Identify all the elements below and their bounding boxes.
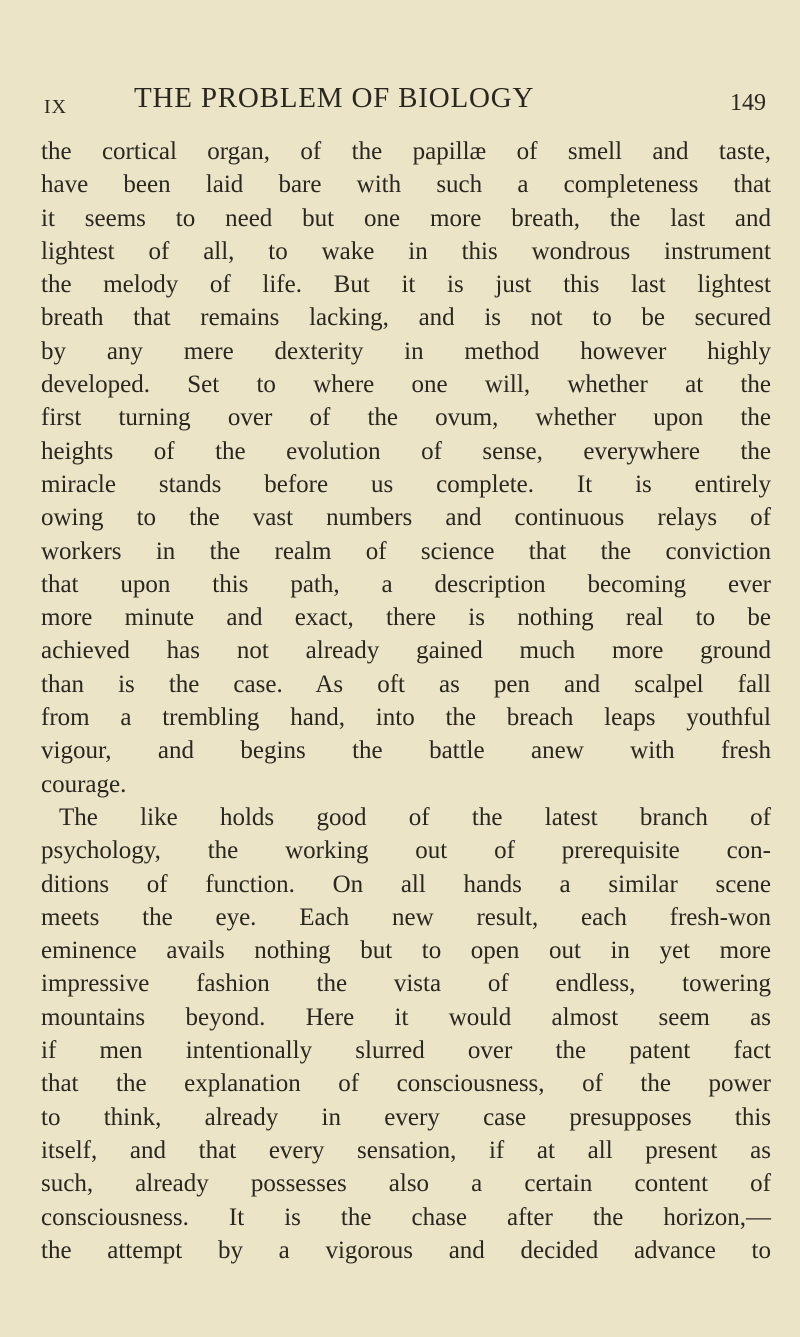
text-line: such, already possesses also a certain content of: [41, 1170, 771, 1198]
text-line: ditions of function. On all hands a similar scene: [41, 870, 771, 898]
text-line: it seems to need but one more breath, the last and: [41, 204, 771, 232]
text-line: if men intentionally slurred over the patent fact: [41, 1037, 771, 1065]
text-line: itself, and that every sensation, if at all present as: [41, 1136, 771, 1164]
text-line: than is the case. As oft as pen and scalpel fall: [41, 670, 771, 698]
running-title: THE PROBLEM OF BIOLOGY: [134, 82, 535, 114]
text-line: owing to the vast numbers and continuous relays of: [41, 504, 771, 532]
text-line: impressive fashion the vista of endless, towering: [41, 970, 771, 998]
text-line: lightest of all, to wake in this wondrous instrument: [41, 237, 771, 265]
text-line: workers in the realm of science that the conviction: [41, 537, 771, 565]
text-line: that the explanation of consciousness, of the power: [41, 1070, 771, 1098]
text-line: consciousness. It is the chase after the horizon,—: [41, 1203, 771, 1231]
text-line: mountains beyond. Here it would almost seem as: [41, 1003, 771, 1031]
text-line: developed. Set to where one will, whether at the: [41, 371, 771, 399]
running-head: [44, 82, 766, 122]
text-line: from a trembling hand, into the breach leaps youthful: [41, 704, 771, 732]
text-line: to think, already in every case presupposes this: [41, 1103, 771, 1131]
text-line: eminence avails nothing but to open out in yet more: [41, 937, 771, 965]
text-line: psychology, the working out of prerequisite con-: [41, 837, 771, 865]
text-line: the attempt by a vigorous and decided advance to: [41, 1236, 771, 1264]
text-line: first turning over of the ovum, whether upon the: [41, 404, 771, 432]
text-line: the melody of life. But it is just this last lightest: [41, 271, 771, 299]
text-line: courage.: [41, 770, 127, 798]
text-line: that upon this path, a description becoming ever: [41, 570, 771, 598]
text-line: meets the eye. Each new result, each fresh-won: [41, 903, 771, 931]
text-line: vigour, and begins the battle anew with fresh: [41, 737, 771, 765]
page-number: 149: [730, 90, 766, 116]
text-line: achieved has not already gained much more ground: [41, 637, 771, 665]
chapter-number: IX: [44, 96, 68, 118]
text-line: heights of the evolution of sense, everywhere the: [41, 437, 771, 465]
body-text: [41, 135, 771, 1267]
text-line: miracle stands before us complete. It is entirely: [41, 470, 771, 498]
text-line: have been laid bare with such a completeness that: [41, 171, 771, 199]
text-line: the cortical organ, of the papillæ of smell and taste,: [41, 138, 771, 165]
text-line: more minute and exact, there is nothing real to be: [41, 604, 771, 632]
text-line: by any mere dexterity in method however highly: [41, 337, 771, 365]
text-line: The like holds good of the latest branch of: [59, 803, 771, 831]
text-line: breath that remains lacking, and is not to be secured: [41, 304, 771, 332]
